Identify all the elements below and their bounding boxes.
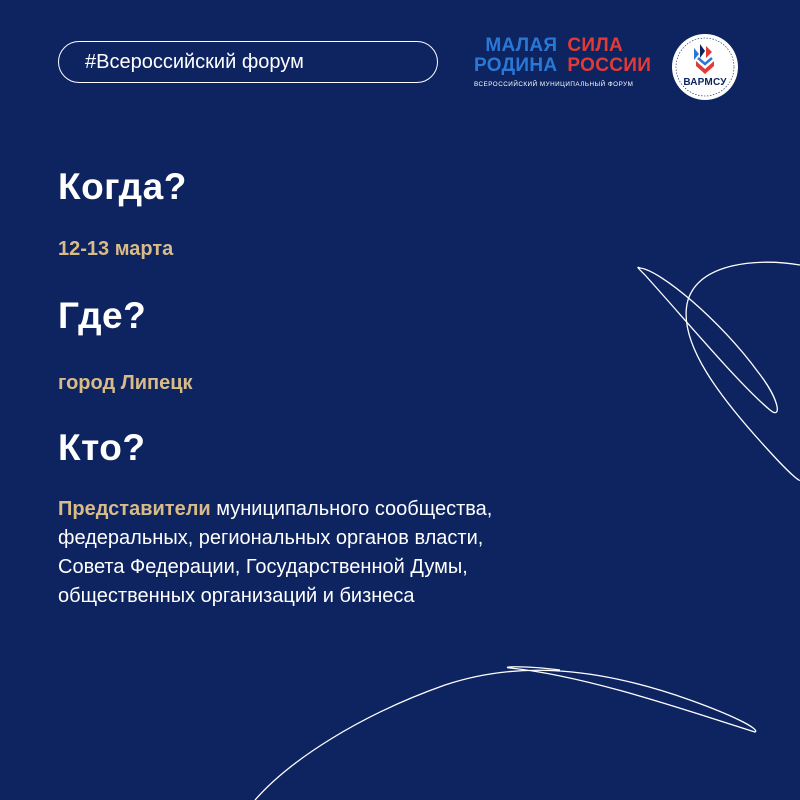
answer-where: город Липецк: [58, 372, 193, 394]
who-line-1: [58, 495, 618, 524]
forum-logo: [474, 36, 650, 98]
forum-logo-line1-right: СИЛА: [567, 35, 624, 56]
forum-logo-wordmark: [474, 36, 650, 76]
varmsu-label: ВАРМСУ: [683, 77, 727, 88]
forum-logo-subtitle: ВСЕРОССИЙСКИЙ МУНИЦИПАЛЬНЫЙ ФОРУМ: [474, 81, 634, 88]
who-description: [58, 495, 618, 611]
heading-when: Когда?: [58, 166, 187, 207]
answer-when: 12-13 марта: [58, 238, 174, 260]
forum-logo-red-block: [567, 36, 651, 76]
hashtag-pill: [58, 41, 438, 83]
who-line-3: Совета Федерации, Государственной Думы,: [58, 556, 468, 578]
who-highlight: Представители: [58, 498, 211, 520]
varmsu-emblem-icon: [672, 34, 738, 100]
varmsu-logo: [672, 34, 738, 100]
forum-logo-line1-left: МАЛАЯ: [485, 35, 558, 56]
who-line-4: общественных организаций и бизнеса: [58, 585, 415, 607]
forum-logo-line2-left: РОДИНА: [474, 55, 558, 76]
heading-who: Кто?: [58, 427, 146, 468]
who-line1-rest: муниципального сообщества,: [210, 498, 493, 520]
decorative-loop-right: [686, 262, 800, 480]
decorative-loop-bottom: [255, 667, 756, 800]
decorative-loop-right-inner: [638, 267, 777, 412]
hashtag-text: #Всероссийский форум: [85, 50, 304, 73]
forum-logo-blue-block: [474, 36, 557, 76]
forum-logo-line2-right: РОССИИ: [567, 55, 652, 76]
who-line-2: федеральных, региональных органов власти,: [58, 527, 484, 549]
heading-where: Где?: [58, 295, 147, 336]
